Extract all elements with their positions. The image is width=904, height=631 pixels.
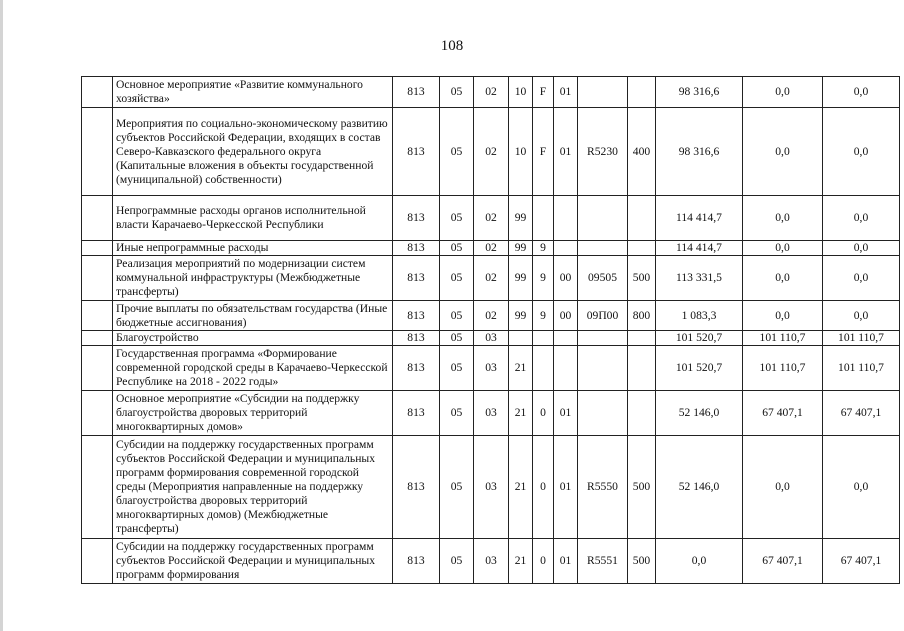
table-row [82, 436, 900, 539]
subprogram-code: 9 [533, 301, 554, 331]
program-code: 99 [509, 196, 533, 241]
table-row [82, 196, 900, 241]
direction-code [578, 331, 628, 346]
row-name: Прочие выплаты по обязательствам государства (Иные бюджетные ассигнования) [113, 301, 393, 331]
expense-type-code: 500 [628, 256, 656, 301]
amount-2020: 0,0 [656, 539, 743, 584]
amount-2022: 67 407,1 [823, 391, 900, 436]
amount-2021: 0,0 [743, 436, 823, 539]
subprogram-code: 9 [533, 256, 554, 301]
expense-type-code [628, 77, 656, 108]
program-code: 99 [509, 301, 533, 331]
ministry-code: 813 [393, 77, 440, 108]
section-code: 05 [440, 346, 474, 391]
subsection-code: 02 [474, 241, 509, 256]
amount-2022: 101 110,7 [823, 331, 900, 346]
subsection-code: 03 [474, 346, 509, 391]
program-code: 10 [509, 108, 533, 196]
event-code: 01 [554, 539, 578, 584]
table-row [82, 108, 900, 196]
table-row [82, 241, 900, 256]
subprogram-code: 0 [533, 436, 554, 539]
amount-2020: 114 414,7 [656, 196, 743, 241]
amount-2022: 0,0 [823, 241, 900, 256]
subsection-code: 03 [474, 436, 509, 539]
subsection-code: 03 [474, 391, 509, 436]
blank-cell [82, 346, 113, 391]
blank-cell [82, 196, 113, 241]
event-code: 01 [554, 391, 578, 436]
amount-2022: 0,0 [823, 436, 900, 539]
row-name: Субсидии на поддержку государственных программ субъектов Российской Федерации и муниципальных программ формирования [113, 539, 393, 584]
subsection-code: 02 [474, 77, 509, 108]
amount-2020: 101 520,7 [656, 331, 743, 346]
amount-2020: 114 414,7 [656, 241, 743, 256]
ministry-code: 813 [393, 196, 440, 241]
table-row [82, 331, 900, 346]
row-name: Основное мероприятие «Субсидии на поддержку благоустройства дворовых территорий многоквартирных домов» [113, 391, 393, 436]
program-code: 21 [509, 391, 533, 436]
amount-2021: 0,0 [743, 301, 823, 331]
subprogram-code [533, 346, 554, 391]
amount-2020: 52 146,0 [656, 391, 743, 436]
section-code: 05 [440, 196, 474, 241]
amount-2022: 0,0 [823, 301, 900, 331]
blank-cell [82, 436, 113, 539]
program-code: 21 [509, 539, 533, 584]
subprogram-code: F [533, 108, 554, 196]
blank-cell [82, 108, 113, 196]
blank-cell [82, 241, 113, 256]
section-code: 05 [440, 77, 474, 108]
subsection-code: 02 [474, 108, 509, 196]
direction-code [578, 77, 628, 108]
row-name: Основное мероприятие «Развитие коммунального хозяйства» [113, 77, 393, 108]
section-code: 05 [440, 436, 474, 539]
program-code: 10 [509, 77, 533, 108]
event-code [554, 196, 578, 241]
section-code: 05 [440, 331, 474, 346]
section-code: 05 [440, 539, 474, 584]
event-code [554, 331, 578, 346]
table-row [82, 77, 900, 108]
amount-2021: 101 110,7 [743, 346, 823, 391]
amount-2021: 0,0 [743, 77, 823, 108]
subprogram-code: 9 [533, 241, 554, 256]
subprogram-code: F [533, 77, 554, 108]
expense-type-code: 500 [628, 436, 656, 539]
row-name: Иные непрограммные расходы [113, 241, 393, 256]
program-code [509, 331, 533, 346]
amount-2022: 101 110,7 [823, 346, 900, 391]
amount-2021: 0,0 [743, 256, 823, 301]
subsection-code: 02 [474, 256, 509, 301]
blank-cell [82, 391, 113, 436]
blank-cell [82, 301, 113, 331]
ministry-code: 813 [393, 391, 440, 436]
amount-2021: 0,0 [743, 108, 823, 196]
blank-cell [82, 331, 113, 346]
expense-type-code [628, 391, 656, 436]
subsection-code: 02 [474, 301, 509, 331]
ministry-code: 813 [393, 331, 440, 346]
table-row [82, 539, 900, 584]
amount-2022: 67 407,1 [823, 539, 900, 584]
event-code: 01 [554, 108, 578, 196]
program-code: 99 [509, 241, 533, 256]
expense-type-code: 500 [628, 539, 656, 584]
amount-2021: 0,0 [743, 196, 823, 241]
direction-code [578, 391, 628, 436]
row-name: Реализация мероприятий по модернизации систем коммунальной инфраструктуры (Межбюджетные трансферты) [113, 256, 393, 301]
amount-2020: 52 146,0 [656, 436, 743, 539]
table-row [82, 301, 900, 331]
row-name: Государственная программа «Формирование современной городской среды в Карачаево-Черкесской Республике на 2018 - 2022 годы» [113, 346, 393, 391]
scan-edge [0, 0, 3, 631]
subprogram-code [533, 196, 554, 241]
amount-2021: 67 407,1 [743, 391, 823, 436]
direction-code: 09П00 [578, 301, 628, 331]
amount-2020: 101 520,7 [656, 346, 743, 391]
event-code: 01 [554, 436, 578, 539]
expense-type-code [628, 241, 656, 256]
subprogram-code: 0 [533, 539, 554, 584]
amount-2022: 0,0 [823, 256, 900, 301]
ministry-code: 813 [393, 108, 440, 196]
section-code: 05 [440, 241, 474, 256]
section-code: 05 [440, 256, 474, 301]
section-code: 05 [440, 301, 474, 331]
expense-type-code [628, 346, 656, 391]
event-code: 00 [554, 256, 578, 301]
row-name: Благоустройство [113, 331, 393, 346]
expense-type-code: 800 [628, 301, 656, 331]
event-code [554, 346, 578, 391]
blank-cell [82, 256, 113, 301]
direction-code: R5550 [578, 436, 628, 539]
ministry-code: 813 [393, 241, 440, 256]
section-code: 05 [440, 108, 474, 196]
ministry-code: 813 [393, 539, 440, 584]
direction-code: 09505 [578, 256, 628, 301]
amount-2020: 98 316,6 [656, 108, 743, 196]
expense-type-code [628, 196, 656, 241]
blank-cell [82, 77, 113, 108]
subsection-code: 03 [474, 331, 509, 346]
amount-2022: 0,0 [823, 77, 900, 108]
subprogram-code [533, 331, 554, 346]
amount-2021: 101 110,7 [743, 331, 823, 346]
amount-2022: 0,0 [823, 196, 900, 241]
table-row [82, 391, 900, 436]
program-code: 21 [509, 436, 533, 539]
subsection-code: 02 [474, 196, 509, 241]
direction-code [578, 346, 628, 391]
amount-2021: 0,0 [743, 241, 823, 256]
table-row [82, 346, 900, 391]
ministry-code: 813 [393, 346, 440, 391]
budget-table [81, 76, 900, 584]
row-name: Непрограммные расходы органов исполнительной власти Карачаево-Черкесской Республики [113, 196, 393, 241]
amount-2020: 98 316,6 [656, 77, 743, 108]
ministry-code: 813 [393, 301, 440, 331]
ministry-code: 813 [393, 256, 440, 301]
direction-code [578, 196, 628, 241]
expense-type-code [628, 331, 656, 346]
section-code: 05 [440, 391, 474, 436]
table-row [82, 256, 900, 301]
amount-2021: 67 407,1 [743, 539, 823, 584]
amount-2020: 113 331,5 [656, 256, 743, 301]
direction-code: R5551 [578, 539, 628, 584]
row-name: Мероприятия по социально-экономическому развитию субъектов Российской Федерации, входящих в состав Северо-Кавказского федерального округа (Капитальные вложения в объекты государственной (муниципальной) собственности) [113, 108, 393, 196]
direction-code [578, 241, 628, 256]
subprogram-code: 0 [533, 391, 554, 436]
amount-2022: 0,0 [823, 108, 900, 196]
ministry-code: 813 [393, 436, 440, 539]
event-code: 01 [554, 77, 578, 108]
amount-2020: 1 083,3 [656, 301, 743, 331]
page-number: 108 [440, 38, 464, 54]
program-code: 99 [509, 256, 533, 301]
event-code [554, 241, 578, 256]
row-name: Субсидии на поддержку государственных программ субъектов Российской Федерации и муниципальных программ формирования современной городской среды (Мероприятия направленные на поддержку благоустройства дворовых территорий многоквартирных домов) (Межбюджетные трансферты) [113, 436, 393, 539]
direction-code: R5230 [578, 108, 628, 196]
event-code: 00 [554, 301, 578, 331]
program-code: 21 [509, 346, 533, 391]
subsection-code: 03 [474, 539, 509, 584]
expense-type-code: 400 [628, 108, 656, 196]
blank-cell [82, 539, 113, 584]
